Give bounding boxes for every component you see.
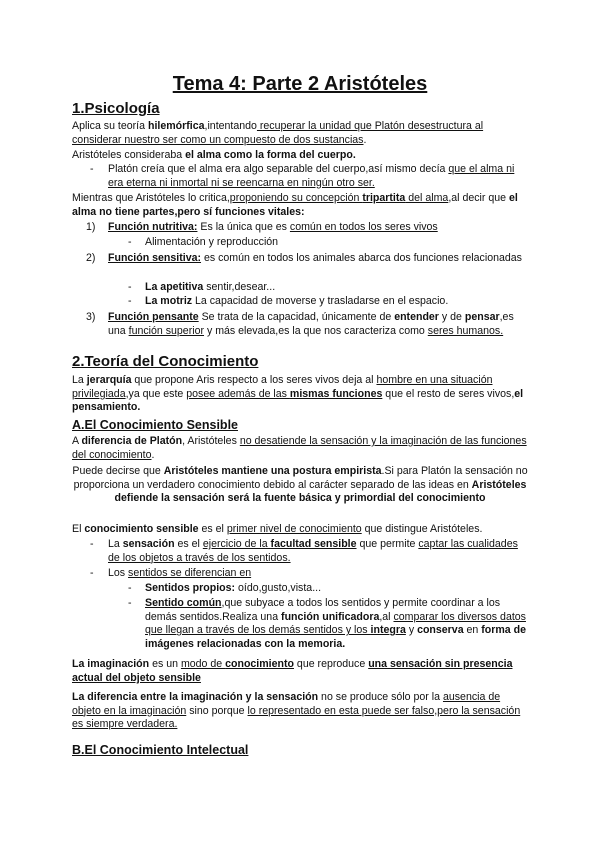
bullet-sensacion: La sensación es el ejercicio de la facultad sensible que permite captar las cualidades de los objetos a través de los sentidos. (108, 538, 518, 564)
sub-item-alimentacion: Alimentación y reproducción (145, 236, 279, 248)
paragraph-imaginacion: La imaginación es un modo de conocimiento que reproduce una sensación sin presencia actual del objeto sensible (72, 658, 513, 684)
bullet-dash: - (128, 281, 132, 293)
list-number: 1) (86, 221, 96, 233)
subsection-heading-conocimiento-sensible: A.El Conocimiento Sensible (72, 418, 238, 432)
bullet-dash: - (90, 163, 94, 175)
paragraph-alma-forma: Aristóteles consideraba el alma como la forma del cuerpo. (72, 149, 356, 161)
section-heading-teoria-conocimiento: 2.Teoría del Conocimiento (72, 353, 259, 370)
list-item-funcion-sensitiva: Función sensitiva: es común en todos los animales abarca dos funciones relacionadas (108, 252, 522, 264)
bullet-platon: Platón creía que el alma era algo separable del cuerpo,así mismo decía que el alma ni era eterna ni inmortal ni se reencarna en ningún otro ser. (108, 163, 515, 189)
bullet-dash: - (128, 236, 132, 248)
sub-item-apetitiva: La apetitiva sentir,desear... (145, 281, 276, 293)
subsection-heading-conocimiento-intelectual: B.El Conocimiento Intelectual (72, 743, 249, 757)
paragraph-critica: Mientras que Aristóteles lo critica,proponiendo su concepción tripartita del alma,al decir que el alma no tiene partes,pero sí funciones vitales: (72, 192, 518, 218)
list-number: 2) (86, 252, 96, 264)
sub-item-motriz: La motriz La capacidad de moverse y trasladarse en el espacio. (145, 295, 449, 307)
paragraph-jerarquia: La jerarquía que propone Aris respecto a los seres vivos deja al hombre en una situación privilegiada,ya que este posee además de las mismas funciones que el resto de seres vivos,el pensamiento. (72, 374, 524, 414)
bullet-dash: - (128, 597, 132, 609)
section-heading-psicologia: 1.Psicología (72, 100, 160, 117)
list-number: 3) (86, 311, 96, 323)
sub-item-sentido-comun: Sentido común,que subyace a todos los sentidos y permite coordinar a los demás sentidos.Realiza una función unificadora,al comparar los diversos datos que llegan a través de los demás sentidos y los integra y conserva en forma de imágenes relacionadas con la memoria. (145, 597, 527, 650)
sub-item-sentidos-propios: Sentidos propios: oído,gusto,vista... (145, 582, 322, 594)
paragraph-diferencia-imaginacion-sensacion: La diferencia entre la imaginación y la sensación no se produce sólo por la ausencia de objeto en la imaginación sino porque lo representado en esta puede ser falso,pero la sensación es siempre verdadera. (72, 691, 521, 731)
bullet-dash: - (128, 582, 132, 594)
page-title: Tema 4: Parte 2 Aristóteles (172, 73, 428, 95)
bullet-dash: - (90, 538, 94, 550)
bullet-dash: - (128, 295, 132, 307)
bullet-dash: - (90, 567, 94, 579)
bullet-sentidos: Los sentidos se diferencian en (108, 567, 252, 579)
list-item-funcion-nutritiva: Función nutritiva: Es la única que es común en todos los seres vivos (108, 221, 438, 233)
list-item-funcion-pensante: Función pensante Se trata de la capacidad, únicamente de entender y de pensar,es una función superior y más elevada,es la que nos caracteriza como seres humanos. (108, 311, 514, 337)
paragraph-hilemorfica: Aplica su teoría hilemórfica,intentando recuperar la unidad que Platón desestructura al considerar nuestro ser como un compuesto de dos sustancias. (72, 120, 484, 146)
paragraph-diferencia-platon: A diferencia de Platón, Aristóteles no desatiende la sensación y la imaginación de las funciones del conocimiento. (72, 435, 527, 461)
paragraph-empirista: Puede decirse que Aristóteles mantiene una postura empirista.Si para Platón la sensación no proporciona un verdadero conocimiento debido al carácter separado de las ideas en Aristóteles defiende la sensación será la fuente básica y primordial del conocimiento (72, 465, 528, 505)
paragraph-conocimiento-sensible: El conocimiento sensible es el primer nivel de conocimiento que distingue Aristóteles. (72, 523, 483, 535)
